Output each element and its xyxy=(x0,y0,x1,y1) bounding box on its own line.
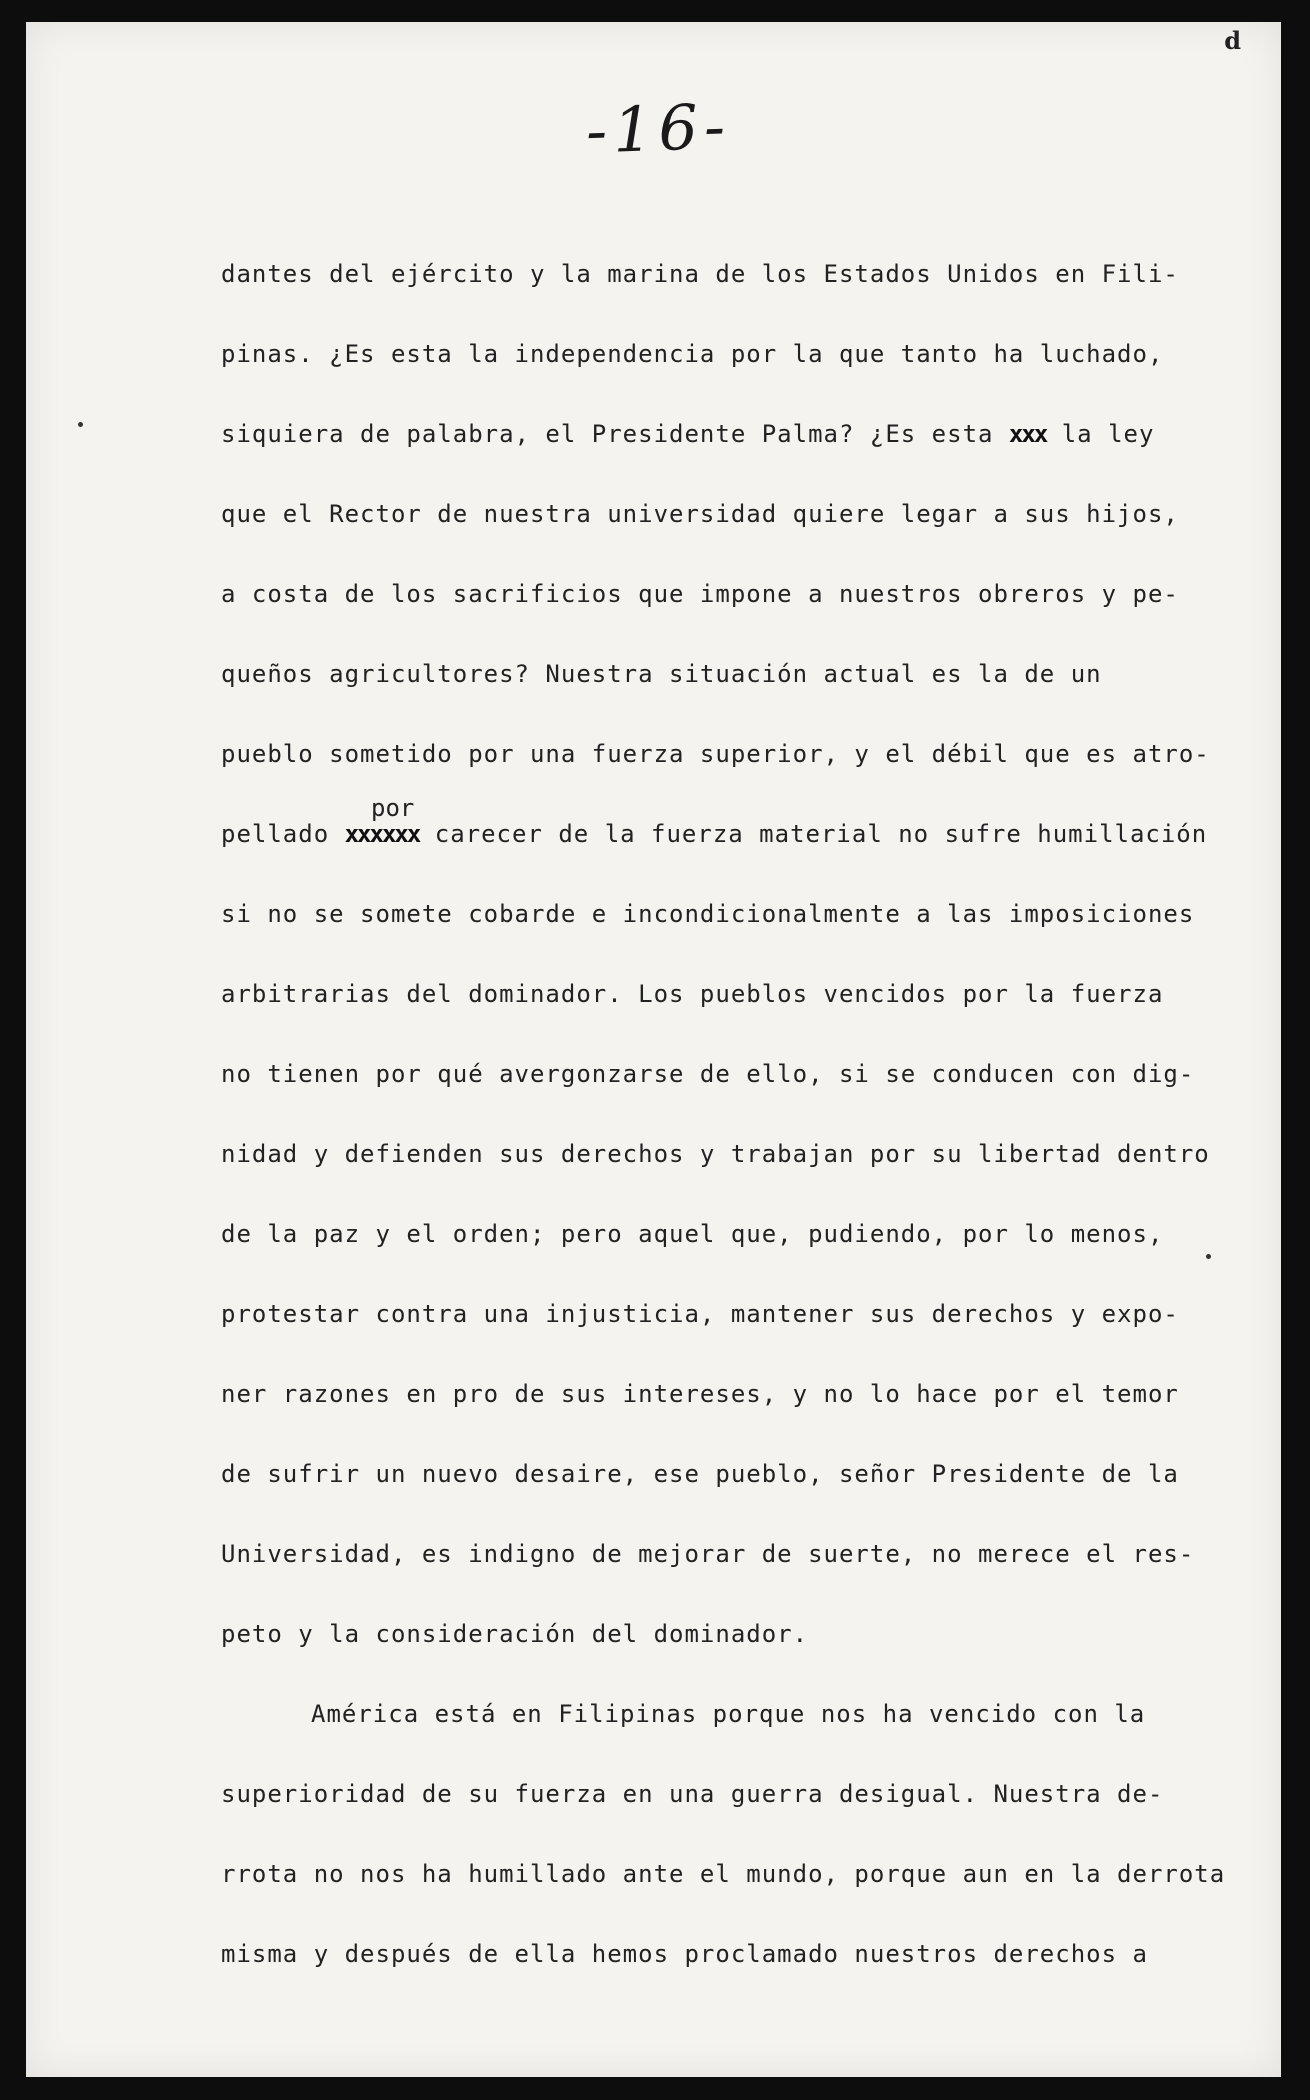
text-line xyxy=(221,407,1261,487)
struck-out-text: xxxxxx xyxy=(344,820,420,848)
text-line: Universidad, es indigno de mejorar de suerte, no merece el res- xyxy=(221,1540,1195,1568)
text-line: arbitrarias del dominador. Los pueblos vencidos por la fuerza xyxy=(221,980,1164,1008)
stray-mark xyxy=(1206,1254,1211,1259)
text-line: si no se somete cobarde e incondicionalmente a las imposiciones xyxy=(221,900,1195,928)
text-segment: siquiera de palabra, el Presidente Palma? ¿Es esta xyxy=(221,420,1009,448)
text-line: dantes del ejército y la marina de los Estados Unidos en Fili- xyxy=(221,260,1179,288)
text-segment: la ley xyxy=(1046,420,1155,448)
text-line: América está en Filipinas porque nos ha vencido con la xyxy=(311,1700,1146,1728)
text-line: protestar contra una injusticia, mantener sus derechos y expo- xyxy=(221,1300,1179,1328)
text-line: no tienen por qué avergonzarse de ello, si se conducen con dig- xyxy=(221,1060,1195,1088)
text-segment: pellado xyxy=(221,820,345,848)
text-line: que el Rector de nuestra universidad quiere legar a sus hijos, xyxy=(221,500,1179,528)
stray-mark xyxy=(78,422,83,427)
text-line: ner razones en pro de sus intereses, y no lo hace por el temor xyxy=(221,1380,1179,1408)
interlinear-correction: por xyxy=(371,794,415,822)
document-page xyxy=(26,22,1281,2077)
text-line: pueblo sometido por una fuerza superior, y el débil que es atro- xyxy=(221,740,1210,768)
text-line xyxy=(221,807,1261,887)
text-segment: carecer de la fuerza material no sufre humillación xyxy=(419,820,1208,848)
text-line: nidad y defienden sus derechos y trabajan por su libertad dentro xyxy=(221,1140,1210,1168)
typed-body-text xyxy=(221,247,1261,2007)
text-line: superioridad de su fuerza en una guerra desigual. Nuestra de- xyxy=(221,1780,1164,1808)
page-number: -16- xyxy=(584,89,733,168)
text-line: de la paz y el orden; pero aquel que, pudiendo, por lo menos, xyxy=(221,1220,1164,1248)
text-line: pinas. ¿Es esta la independencia por la que tanto ha luchado, xyxy=(221,340,1164,368)
struck-out-text: xxx xyxy=(1008,420,1047,448)
corner-mark: d xyxy=(1224,26,1241,55)
text-line: queños agricultores? Nuestra situación actual es la de un xyxy=(221,660,1102,688)
text-line: rrota no nos ha humillado ante el mundo, porque aun en la derrota xyxy=(221,1860,1226,1888)
text-line: de sufrir un nuevo desaire, ese pueblo, señor Presidente de la xyxy=(221,1460,1179,1488)
text-line: misma y después de ella hemos proclamado nuestros derechos a xyxy=(221,1940,1148,1968)
text-line: a costa de los sacrificios que impone a nuestros obreros y pe- xyxy=(221,580,1179,608)
text-line: peto y la consideración del dominador. xyxy=(221,1620,809,1648)
